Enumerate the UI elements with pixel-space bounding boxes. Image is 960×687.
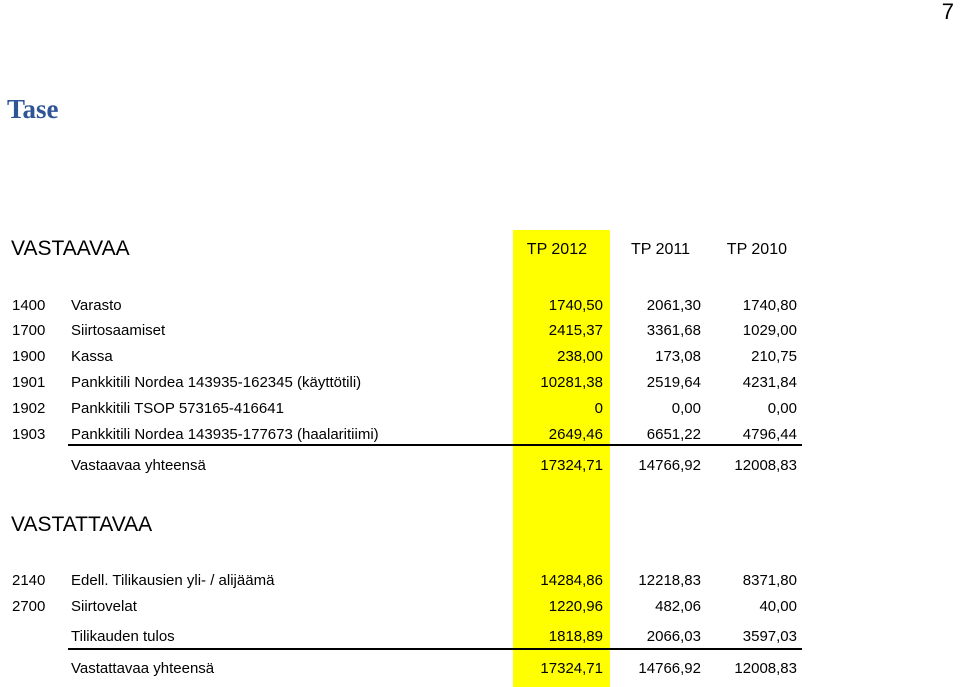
value-tp2012: 0 xyxy=(594,400,603,417)
table-row xyxy=(0,297,960,319)
value-tp2012: 1740,50 xyxy=(548,297,603,314)
table-row xyxy=(0,374,960,396)
total-label: Vastaavaa yhteensä xyxy=(71,457,206,474)
total-tp2011: 14766,92 xyxy=(638,660,701,677)
value-tp2012: 14284,86 xyxy=(540,572,603,589)
total-row xyxy=(0,457,960,479)
value-tp2010: 4796,44 xyxy=(742,426,797,443)
result-tp2011: 2066,03 xyxy=(646,628,701,645)
value-tp2010: 210,75 xyxy=(751,348,797,365)
vastaavaa-heading: VASTAAVAA xyxy=(11,237,130,260)
account-name: Varasto xyxy=(71,297,122,314)
table-row xyxy=(0,322,960,344)
account-name: Pankkitili TSOP 573165-416641 xyxy=(71,400,284,417)
result-row xyxy=(0,628,960,650)
value-tp2012: 2649,46 xyxy=(548,426,603,443)
account-number: 1700 xyxy=(12,322,46,339)
value-tp2010: 8371,80 xyxy=(742,572,797,589)
column-header-tp2010: TP 2010 xyxy=(726,241,787,258)
account-number: 1900 xyxy=(12,348,46,365)
value-tp2012: 10281,38 xyxy=(540,374,603,391)
value-tp2010: 1029,00 xyxy=(742,322,797,339)
account-name: Pankkitili Nordea 143935-162345 (käyttötili) xyxy=(71,374,362,391)
vastattavaa-heading: VASTATTAVAA xyxy=(11,513,153,536)
value-tp2010: 1740,80 xyxy=(742,297,797,314)
value-tp2010: 40,00 xyxy=(759,598,797,615)
account-name: Edell. Tilikausien yli- / alijäämä xyxy=(71,572,275,589)
account-number: 1400 xyxy=(12,297,46,314)
account-number: 1901 xyxy=(12,374,46,391)
table-row xyxy=(0,400,960,422)
account-number: 2700 xyxy=(12,598,46,615)
result-label: Tilikauden tulos xyxy=(71,628,175,645)
value-tp2011: 0,00 xyxy=(671,400,701,417)
account-name: Kassa xyxy=(71,348,113,365)
result-tp2012: 1818,89 xyxy=(548,628,603,645)
column-header-tp2012: TP 2012 xyxy=(526,241,587,258)
table-row xyxy=(0,572,960,594)
result-tp2010: 3597,03 xyxy=(742,628,797,645)
total-tp2012: 17324,71 xyxy=(540,660,603,677)
total-row xyxy=(0,660,960,682)
total-divider xyxy=(68,444,802,446)
value-tp2012: 238,00 xyxy=(557,348,603,365)
account-number: 1902 xyxy=(12,400,46,417)
value-tp2012: 1220,96 xyxy=(548,598,603,615)
value-tp2010: 0,00 xyxy=(767,400,797,417)
value-tp2011: 3361,68 xyxy=(646,322,701,339)
page-number: 7 xyxy=(941,0,954,24)
value-tp2011: 2061,30 xyxy=(646,297,701,314)
table-row xyxy=(0,348,960,370)
value-tp2011: 12218,83 xyxy=(638,572,701,589)
total-divider xyxy=(68,648,802,650)
account-number: 2140 xyxy=(12,572,46,589)
total-tp2011: 14766,92 xyxy=(638,457,701,474)
total-tp2010: 12008,83 xyxy=(734,457,797,474)
value-tp2011: 2519,64 xyxy=(646,374,701,391)
value-tp2011: 6651,22 xyxy=(646,426,701,443)
account-name: Pankkitili Nordea 143935-177673 (haalaritiimi) xyxy=(71,426,379,443)
total-label: Vastattavaa yhteensä xyxy=(71,660,215,677)
value-tp2011: 173,08 xyxy=(655,348,701,365)
value-tp2010: 4231,84 xyxy=(742,374,797,391)
value-tp2011: 482,06 xyxy=(655,598,701,615)
total-tp2012: 17324,71 xyxy=(540,457,603,474)
account-name: Siirtosaamiset xyxy=(71,322,166,339)
table-row xyxy=(0,598,960,620)
value-tp2012: 2415,37 xyxy=(548,322,603,339)
total-tp2010: 12008,83 xyxy=(734,660,797,677)
account-name: Siirtovelat xyxy=(71,598,137,615)
page-title: Tase xyxy=(7,94,59,124)
account-number: 1903 xyxy=(12,426,46,443)
column-header-tp2011: TP 2011 xyxy=(630,241,690,258)
